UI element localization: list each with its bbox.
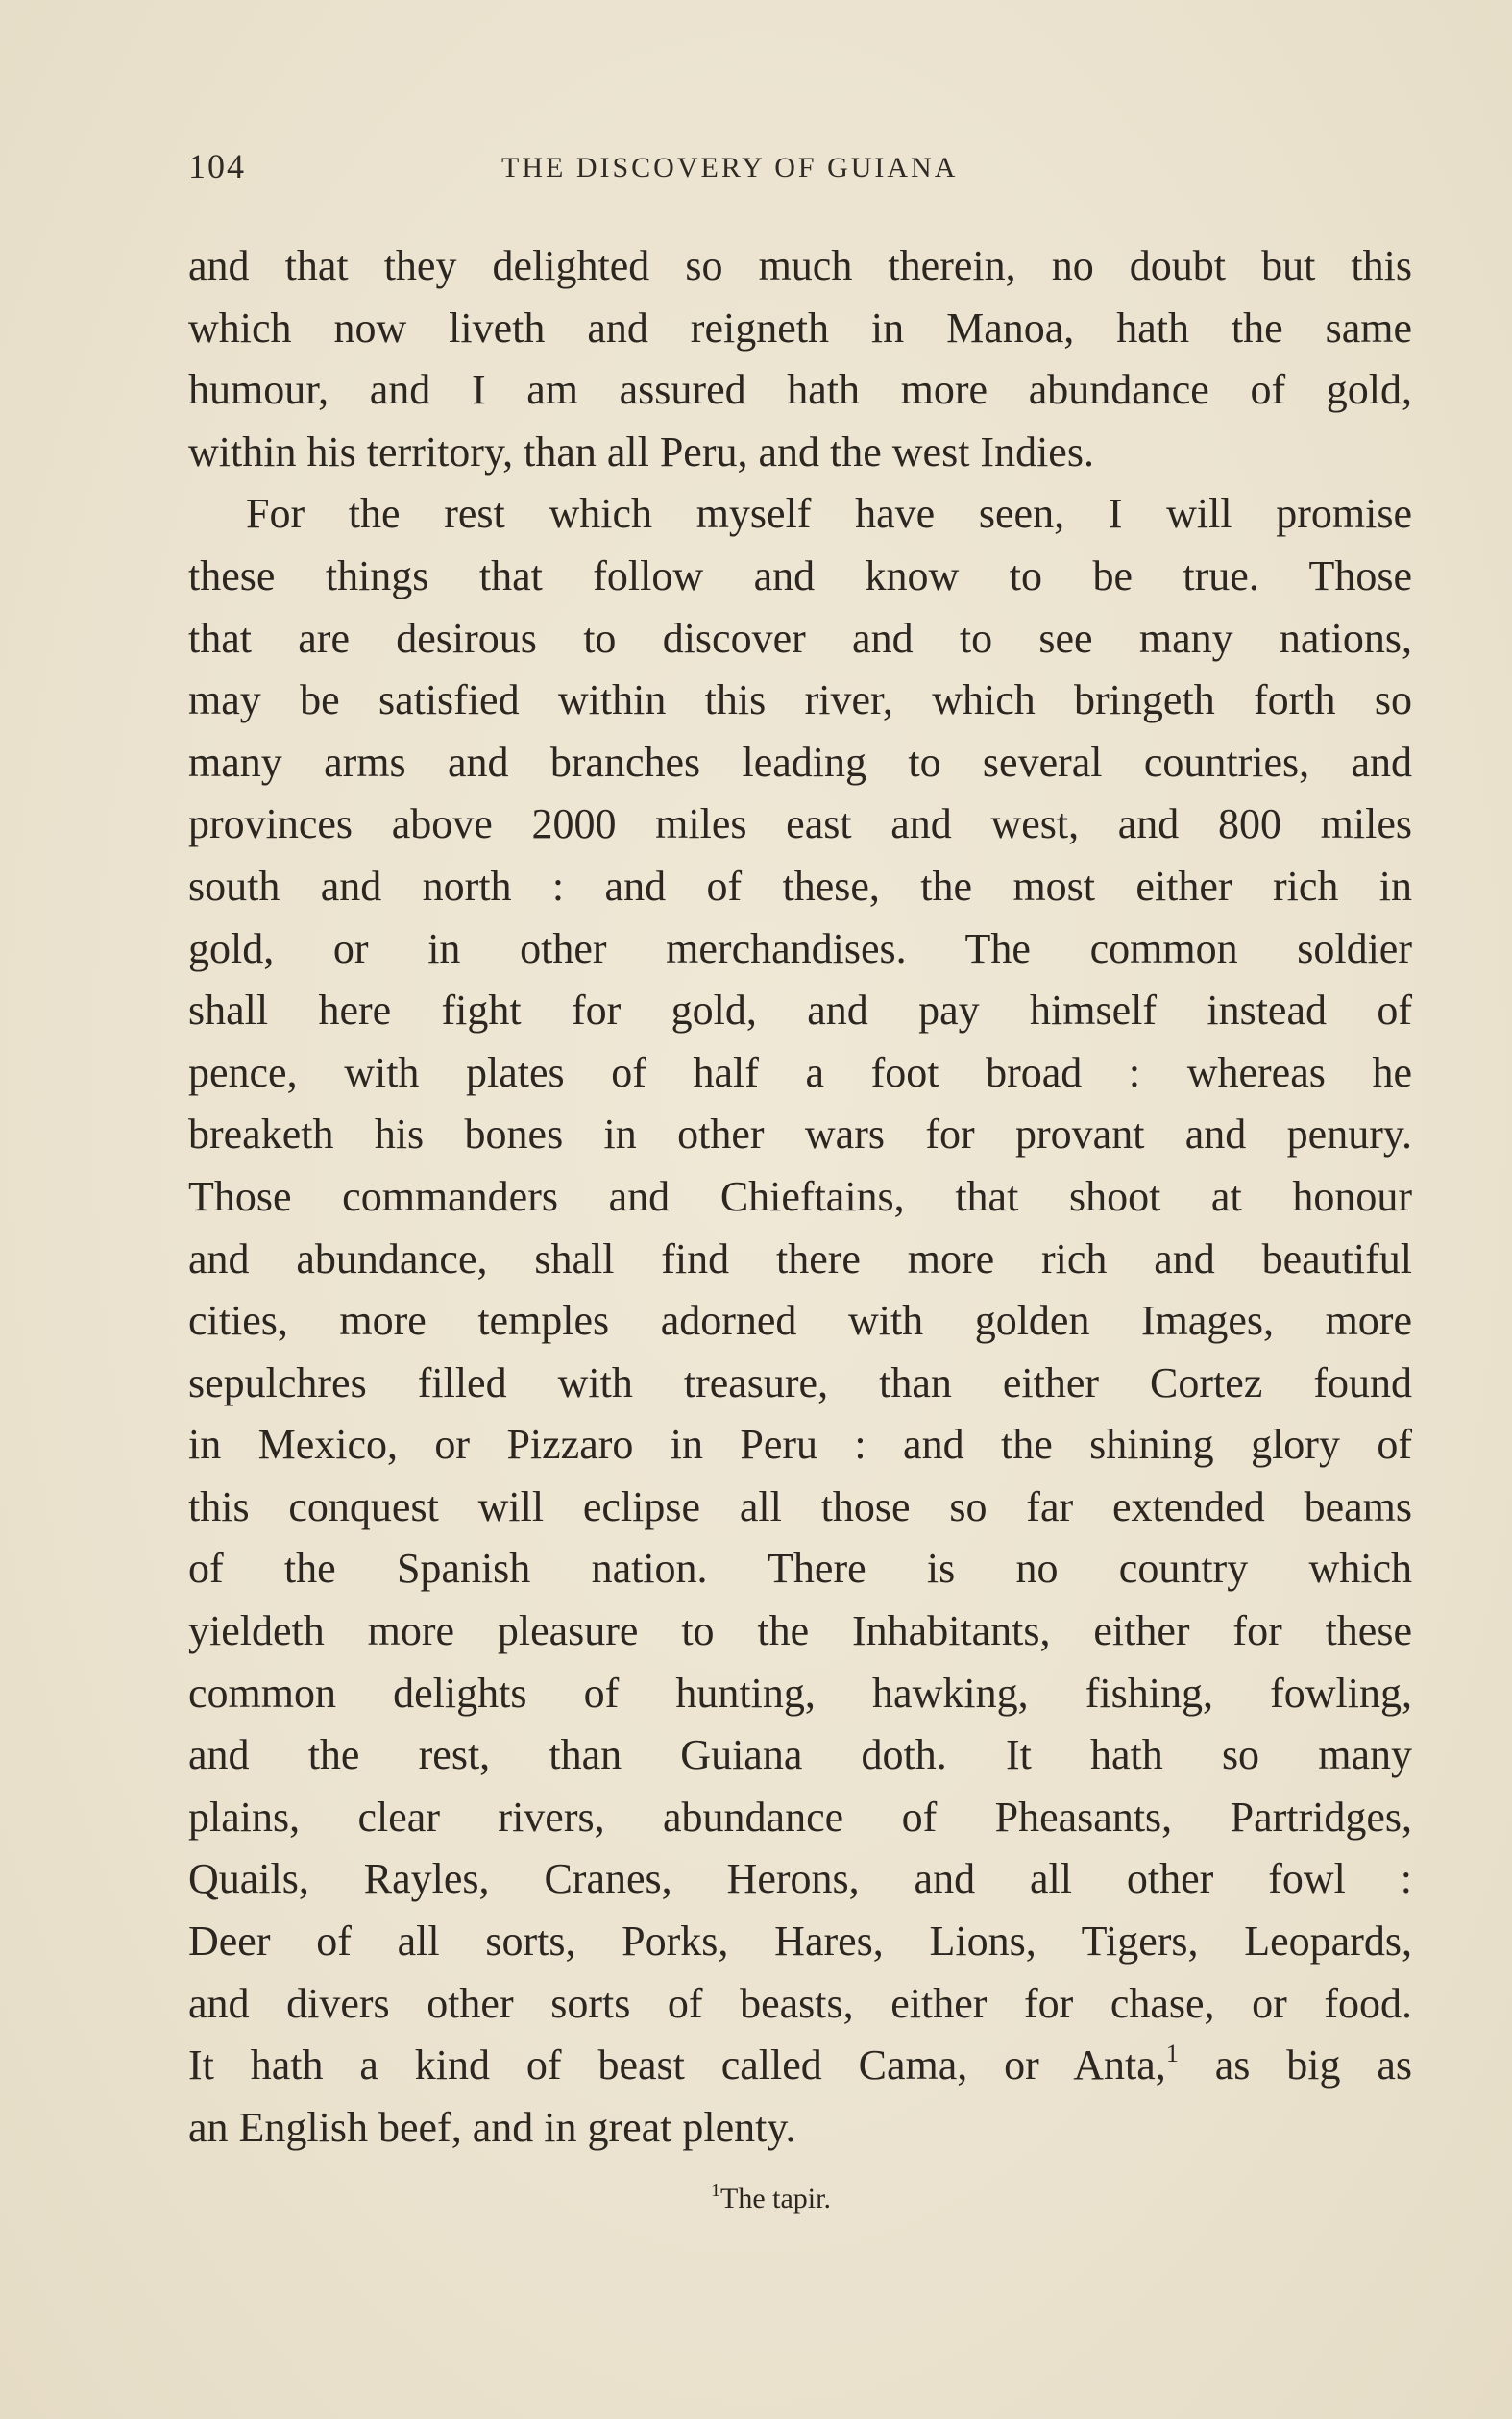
text-line: plains, clear rivers, abundance of Pheasants, Partridges, (188, 1793, 1412, 1841)
text-line: within his territory, than all Peru, and the west Indies. (188, 428, 1094, 476)
text-line: shall here fight for gold, and pay himself instead of (188, 987, 1412, 1035)
text-line: in Mexico, or Pizzaro in Peru : and the shining glory of (188, 1421, 1412, 1469)
text-line: these things that follow and know to be true. Those (188, 551, 1412, 599)
footnote-text: The tapir. (720, 2183, 831, 2214)
footnote (711, 2180, 831, 2215)
text-line: common delights of hunting, hawking, fishing, fowling, (188, 1669, 1412, 1717)
text-line: sepulchres filled with treasure, than either Cortez found (188, 1358, 1412, 1406)
text-line: Deer of all sorts, Porks, Hares, Lions, Tigers, Leopards, (188, 1918, 1412, 1966)
text-line: gold, or in other merchandises. The common soldier (188, 924, 1412, 972)
text-line-part: as big as (1178, 2041, 1412, 2089)
text-line: and the rest, than Guiana doth. It hath so many (188, 1731, 1412, 1779)
text-line: which now liveth and reigneth in Manoa, hath the same (188, 304, 1412, 352)
text-line: may be satisfied within this river, which bringeth forth so (188, 676, 1412, 724)
text-line: an English beef, and in great plenty. (188, 2103, 796, 2151)
footnote-marker: 1 (711, 2180, 720, 2201)
body-text (188, 235, 1412, 2159)
running-head (188, 146, 1412, 204)
text-line: many arms and branches leading to several countries, and (188, 738, 1412, 786)
text-line: and that they delighted so much therein, no doubt but this (188, 242, 1412, 289)
running-title: THE DISCOVERY OF GUIANA (501, 152, 959, 183)
text-line: of the Spanish nation. There is no country which (188, 1545, 1412, 1593)
text-line-part: It hath a kind of beast called Cama, or Anta, (188, 2041, 1166, 2089)
text-line: cities, more temples adorned with golden Images, more (188, 1297, 1412, 1345)
text-line: breaketh his bones in other wars for provant and penury. (188, 1111, 1412, 1159)
text-line: provinces above 2000 miles east and west, and 800 miles (188, 800, 1412, 848)
text-line: yieldeth more pleasure to the Inhabitants, either for these (188, 1607, 1412, 1655)
page-number: 104 (188, 147, 246, 185)
paragraph-start-line: For the rest which myself have seen, I will promise (246, 490, 1412, 538)
text-line: and divers other sorts of beasts, either for chase, or food. (188, 1979, 1412, 2027)
text-line-with-footnote-ref (188, 2035, 1412, 2097)
text-line: and abundance, shall find there more rich and beautiful (188, 1234, 1412, 1283)
footnote-reference[interactable]: 1 (1165, 2040, 1179, 2068)
text-line: south and north : and of these, the most either rich in (188, 862, 1412, 910)
text-line: Those commanders and Chieftains, that shoot at honour (188, 1172, 1412, 1220)
text-line: that are desirous to discover and to see many nations, (188, 614, 1412, 662)
text-line: pence, with plates of half a foot broad : whereas he (188, 1048, 1412, 1096)
text-line: Quails, Rayles, Cranes, Herons, and all other fowl : (188, 1855, 1412, 1903)
text-line: this conquest will eclipse all those so far extended beams (188, 1482, 1412, 1530)
text-line: humour, and I am assured hath more abundance of gold, (188, 366, 1412, 414)
